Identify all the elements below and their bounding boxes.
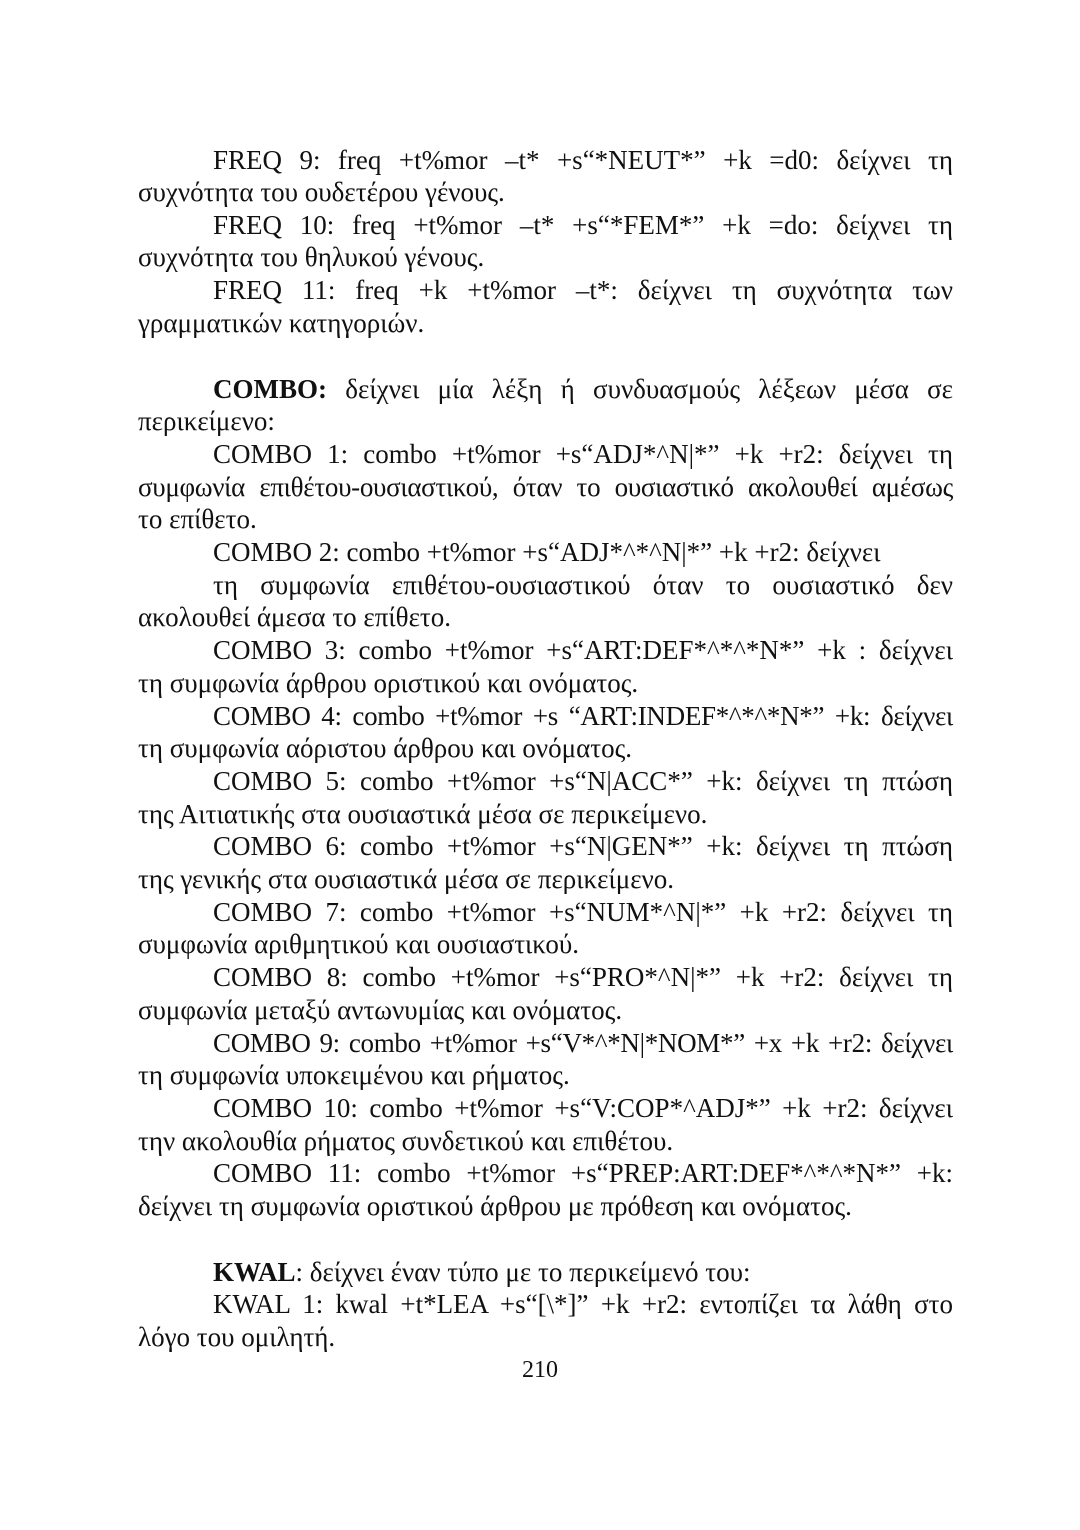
page-number: 210 xyxy=(522,1357,558,1383)
paragraph-line: περικείμενο: xyxy=(138,406,275,436)
paragraph-line: FREQ 9: freq +t%mor –t* +s“*NEUT*” +k =d0: δείχνει τη xyxy=(213,145,953,175)
kwal-heading: KWAL xyxy=(213,1257,296,1287)
section-heading-kwal xyxy=(138,1256,953,1288)
paragraph-line: COMBO 2: combo +t%mor +s“ADJ*^*^N|*” +k +r2: δείχνει xyxy=(213,537,881,567)
paragraph-line: δείχνει τη συμφωνία οριστικού άρθρου με πρόθεση και ονόματος. xyxy=(138,1191,852,1221)
paragraph-line: FREQ 11: freq +k +t%mor –t*: δείχνει τη συχνότητα των xyxy=(213,275,953,305)
paragraph-line: COMBO 10: combo +t%mor +s“V:COP*^ADJ*” +k +r2: δείχνει xyxy=(213,1093,953,1123)
paragraph-line: FREQ 10: freq +t%mor –t* +s“*FEM*” +k =do: δείχνει τη xyxy=(213,210,953,240)
paragraph-line: συμφωνία αριθμητικού και ουσιαστικού. xyxy=(138,929,579,959)
paragraph-line: τη συμφωνία επιθέτου-ουσιαστικού όταν το ουσιαστικό δεν xyxy=(213,570,953,600)
combo-heading: COMBO: xyxy=(213,374,327,404)
combo-intro: δείχνει μία λέξη ή συνδυασμούς λέξεων μέσα σε xyxy=(327,374,953,404)
paragraph-line: την ακολουθία ρήματος συνδετικού και επιθέτου. xyxy=(138,1126,674,1156)
paragraph-line: COMBO 5: combo +t%mor +s“N|ACC*” +k: δείχνει τη πτώση xyxy=(213,766,953,796)
paragraph-line: COMBO 7: combo +t%mor +s“NUM*^N|*” +k +r2: δείχνει τη xyxy=(213,897,953,927)
paragraph-line: COMBO 8: combo +t%mor +s“PRO*^N|*” +k +r2: δείχνει τη xyxy=(213,962,953,992)
paragraph-line: της γενικής στα ουσιαστικά μέσα σε περικείμενο. xyxy=(138,864,675,894)
paragraph-line: συμφωνία μεταξύ αντωνυμίας και ονόματος. xyxy=(138,995,623,1025)
paragraph-line: ακολουθεί άμεσα το επίθετο. xyxy=(138,602,452,632)
kwal-intro: : δείχνει έναν τύπο με το περικείμενό του: xyxy=(295,1257,751,1287)
paragraph-line: COMBO 4: combo +t%mor +s “ART:INDEF*^*^*N*” +k: δείχνει xyxy=(213,701,953,731)
section-heading-combo xyxy=(138,373,953,405)
paragraph-line: γραμματικών κατηγοριών. xyxy=(138,308,425,338)
paragraph-line: COMBO 9: combo +t%mor +s“V*^*N|*NOM*” +x +k +r2: δείχνει xyxy=(213,1028,953,1058)
paragraph-line: λόγο του ομιλητή. xyxy=(138,1322,336,1352)
paragraph-line: τη συμφωνία υποκειμένου και ρήματος. xyxy=(138,1060,570,1090)
paragraph-line: COMBO 11: combo +t%mor +s“PREP:ART:DEF*^*^*N*” +k: xyxy=(213,1158,953,1188)
paragraph-line: τη συμφωνία αόριστου άρθρου και ονόματος. xyxy=(138,733,633,763)
paragraph-line: COMBO 1: combo +t%mor +s“ADJ*^N|*” +k +r2: δείχνει τη xyxy=(213,439,953,469)
paragraph-line: συμφωνία επιθέτου-ουσιαστικού, όταν το ουσιαστικό ακολουθεί αμέσως xyxy=(138,472,953,502)
paragraph-line: KWAL 1: kwal +t*LEA +s“[\*]” +k +r2: εντοπίζει τα λάθη στο xyxy=(213,1289,953,1319)
paragraph-line: της Αιτιατικής στα ουσιαστικά μέσα σε περικείμενο. xyxy=(138,799,708,829)
paragraph-line: COMBO 3: combo +t%mor +s“ART:DEF*^*^*N*” +k : δείχνει xyxy=(213,635,953,665)
paragraph-line: COMBO 6: combo +t%mor +s“N|GEN*” +k: δείχνει τη πτώση xyxy=(213,831,953,861)
paragraph-line: συχνότητα του θηλυκού γένους. xyxy=(138,242,485,272)
paragraph-line: τη συμφωνία άρθρου οριστικού και ονόματος. xyxy=(138,668,639,698)
paragraph-line: το επίθετο. xyxy=(138,504,257,534)
paragraph-line: συχνότητα του ουδετέρου γένους. xyxy=(138,177,505,207)
